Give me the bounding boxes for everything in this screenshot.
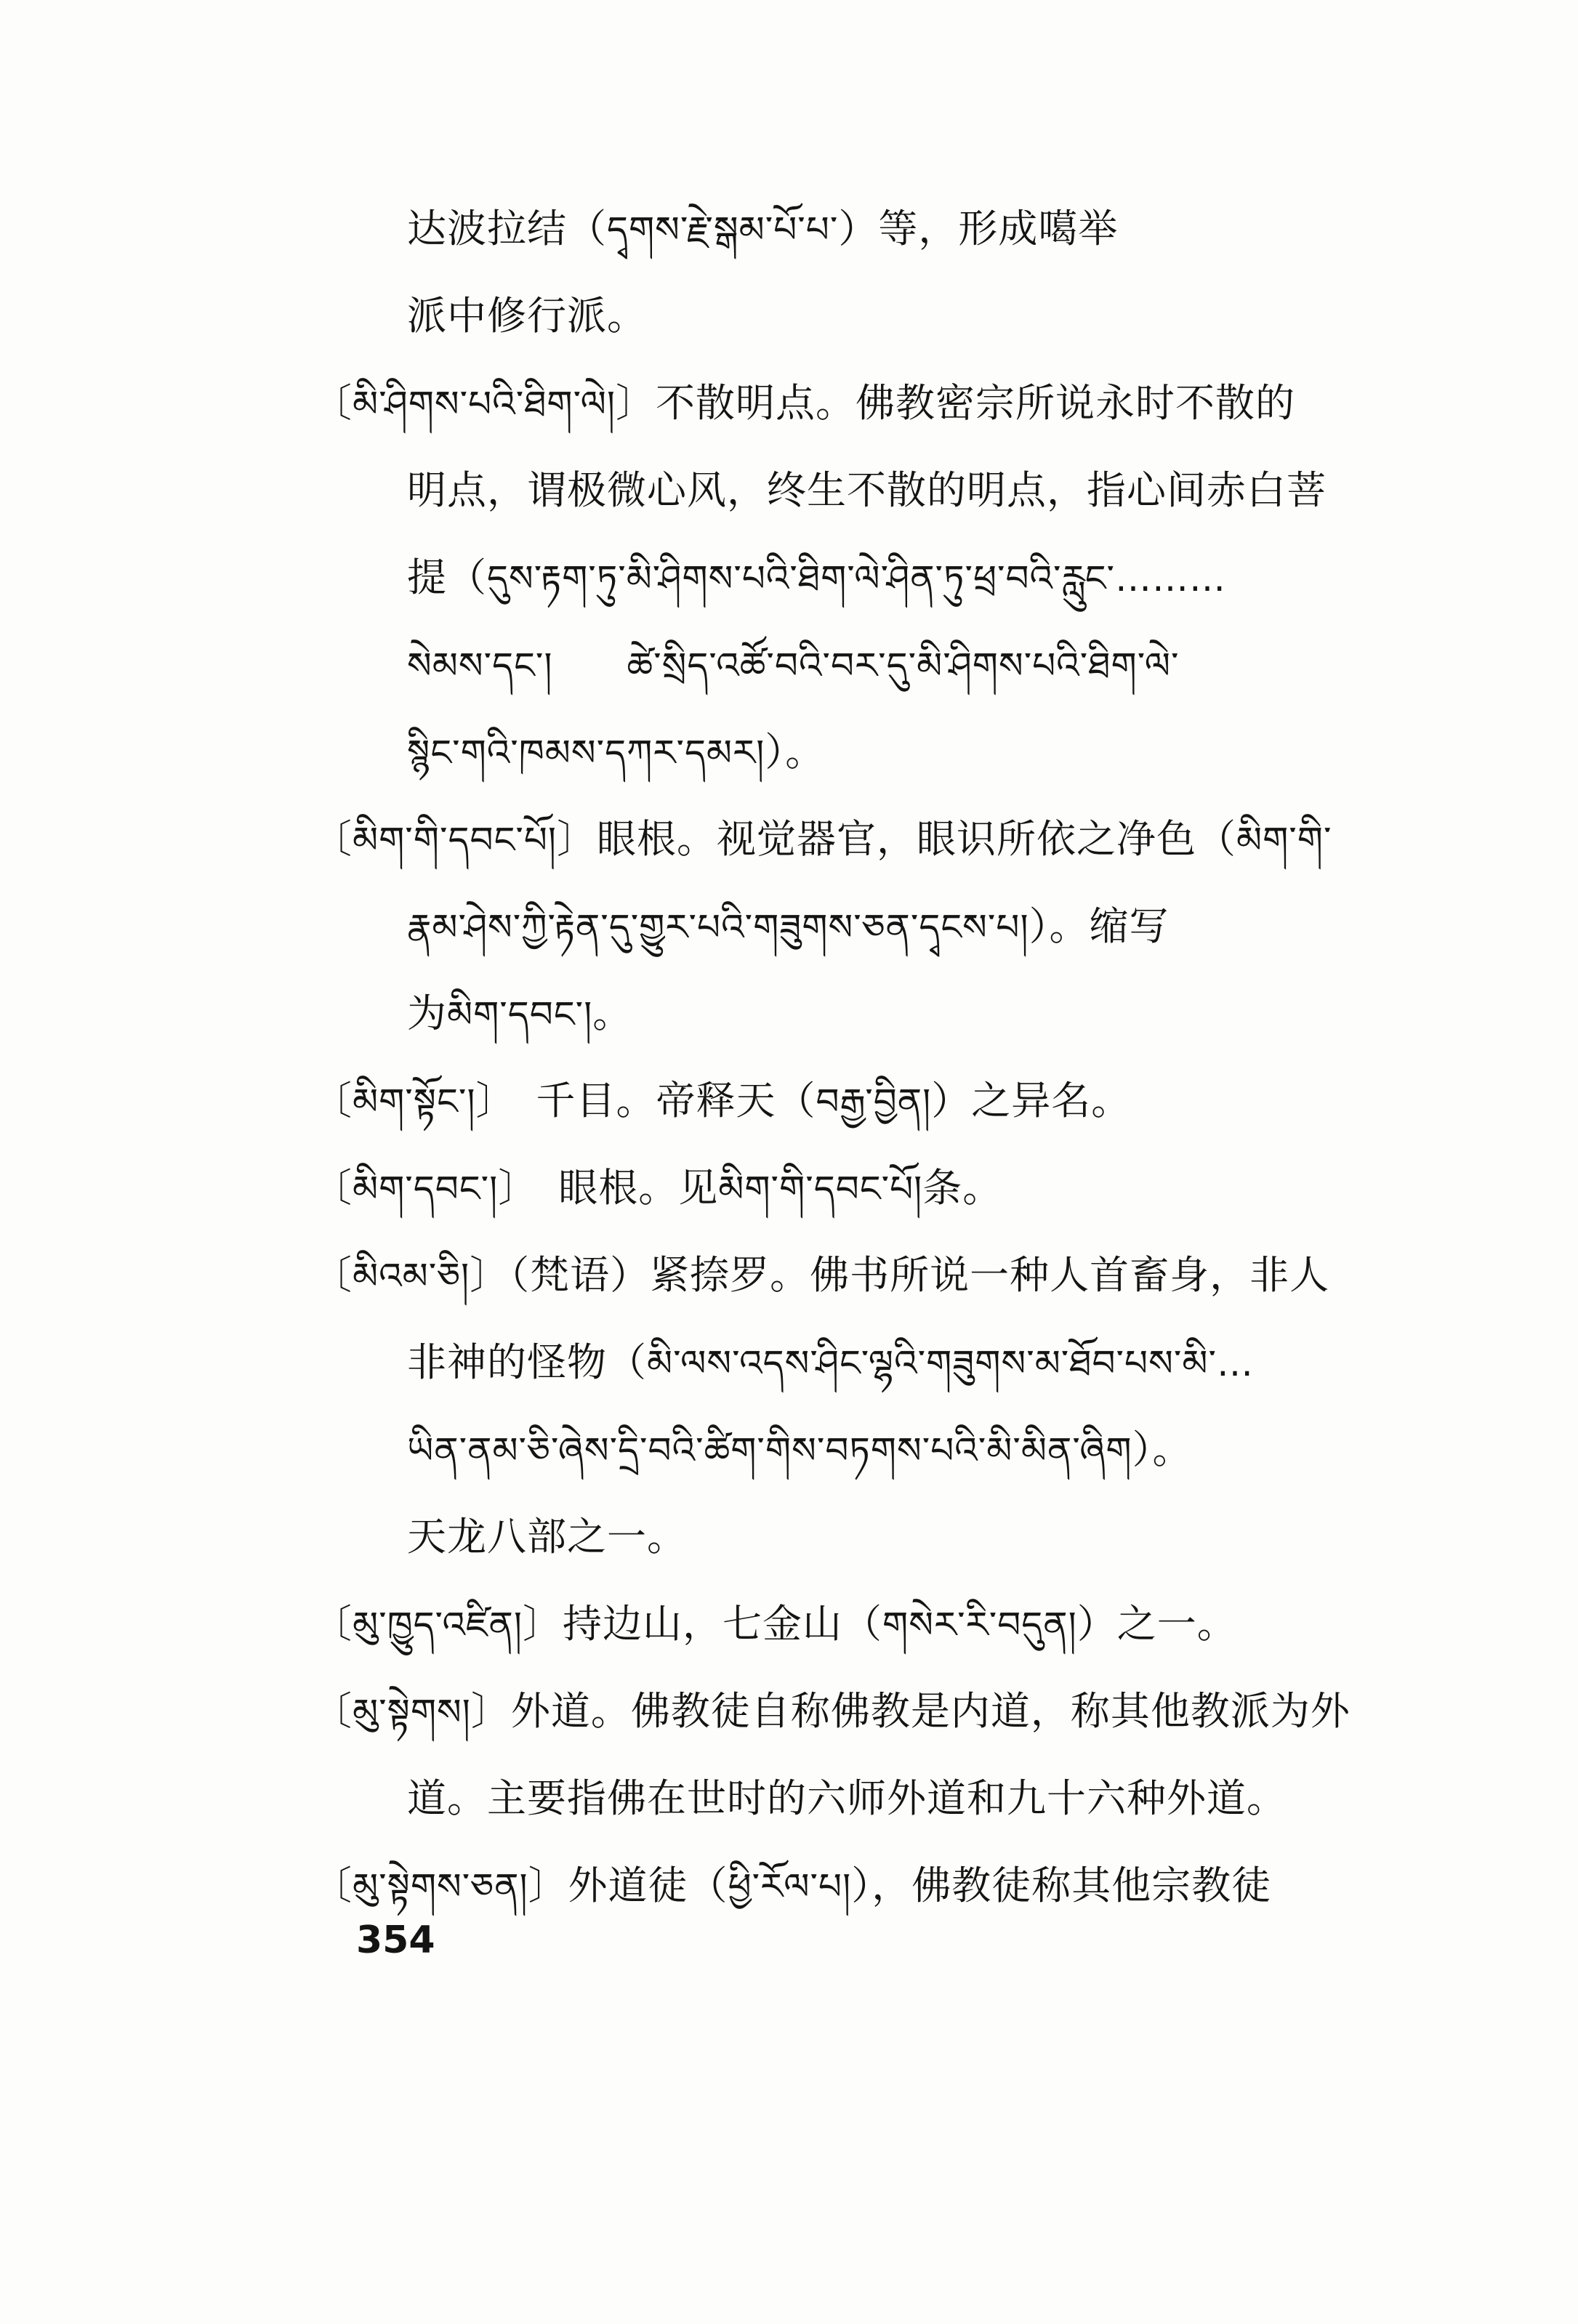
chinese-text: 〔 [313, 1601, 353, 1647]
tibetan-text: ཕྱི་རོལ་པ། [728, 1865, 852, 1908]
tibetan-text: མིག་དབང་། [353, 1168, 499, 1210]
tibetan-text: དྭགས་རྗེ་སྒམ་པོ་པ་ [607, 209, 839, 251]
tibetan-text: མུ་ཁྱུད་འཛིན། [353, 1604, 523, 1646]
chinese-text: 道。主要指佛在世时的六师外道和九十六种外道。 [407, 1775, 1287, 1821]
chinese-text: 条。 [922, 1165, 1003, 1211]
chinese-text: 〕眼根。视觉器官，眼识所依之净色（ [557, 816, 1236, 862]
continuation-line [407, 985, 632, 1044]
chinese-text: ），佛教徒称其他宗教徒 [851, 1863, 1272, 1908]
page-number: 354 [356, 1918, 435, 1962]
tibetan-text: སེམས་དང་། ཚེ་སྲིད་འཚོ་བའི་བར་དུ་མི་ཤིགས་པའི་ཐིག་ལེ་ [407, 645, 1180, 687]
chinese-text: 〔 [313, 1165, 353, 1211]
continuation-line [407, 1508, 687, 1566]
chinese-text: 〕 眼根。见 [498, 1165, 719, 1211]
chinese-text: 〕（梵语）紧捺罗。佛书所说一种人首畜身，非人 [470, 1252, 1330, 1298]
tibetan-text: མུ་སྟེགས། [353, 1691, 471, 1733]
chinese-text: 〔 [313, 1688, 353, 1734]
chinese-text: 为 [407, 990, 447, 1036]
dictionary-entry-line [313, 810, 1332, 869]
chinese-text: 非神的怪物（ [407, 1339, 647, 1385]
chinese-text: 〕外道徒（ [528, 1863, 728, 1908]
tibetan-text: གསེར་རི་བདུན། [882, 1604, 1077, 1646]
continuation-line [407, 549, 1226, 608]
chinese-text: 明点，谓极微心风，终生不散的明点，指心间赤白菩 [407, 467, 1327, 513]
tibetan-text: མིག་དབང་། [447, 993, 593, 1036]
tibetan-text: བརྒྱ་བྱིན། [816, 1081, 932, 1123]
chinese-text: 派中修行派。 [407, 293, 647, 339]
tibetan-text: ཡིན་ནམ་ཅི་ཞེས་དྲི་བའི་ཚིག་གིས་བཏགས་པའི་མི་མིན་ཞིག [407, 1429, 1132, 1472]
chinese-text: 〕外道。佛教徒自称佛教是内道，称其他教派为外 [470, 1688, 1350, 1734]
chinese-text: ）之异名。 [931, 1078, 1132, 1123]
chinese-text: 〕持边山，七金山（ [523, 1601, 882, 1647]
chinese-text: 提（ [407, 554, 487, 600]
continuation-line [407, 461, 1327, 520]
chinese-text: 天龙八部之一。 [407, 1514, 687, 1560]
chinese-text: 〕 千目。帝释天（ [475, 1078, 816, 1123]
tibetan-text: མིག་སྟོང་། [353, 1081, 476, 1123]
dictionary-entry-line [313, 1159, 1002, 1218]
dictionary-entry-line [313, 374, 1295, 433]
chinese-text: ）。缩写 [1028, 903, 1170, 949]
continuation-line [407, 287, 647, 345]
tibetan-text: སྙིང་གའི་ཁམས་དཀར་དམར། [407, 732, 765, 774]
chinese-text: ）。 [765, 729, 826, 775]
chinese-text: 。 [592, 990, 633, 1036]
chinese-text: 〔 [313, 816, 353, 862]
tibetan-text: མི་ལས་འདས་ཤིང་ལྷའི་གཟུགས་མ་ཐོབ་པས་མི་… [647, 1342, 1254, 1384]
dictionary-entry-line [313, 1682, 1350, 1741]
continuation-line [407, 723, 825, 782]
tibetan-text: མིག་གི་དབང་པོ། [718, 1168, 923, 1210]
chinese-text: ）之一。 [1076, 1601, 1237, 1647]
chinese-text: 〔 [313, 1078, 353, 1123]
dictionary-entry-line [313, 1857, 1271, 1916]
continuation-line [407, 200, 1118, 259]
chinese-text: 〔 [313, 1252, 353, 1298]
dictionary-entry-line [313, 1595, 1237, 1654]
tibetan-text: མིག་གི་དབང་པོ། [353, 819, 557, 861]
chinese-text: 〕不散明点。佛教密宗所说永时不散的 [616, 380, 1295, 426]
tibetan-text: རྣམ་ཤེས་ཀྱི་རྟེན་དུ་གྱུར་པའི་གཟུགས་ཅན་དྭངས་པ། [407, 906, 1029, 948]
tibetan-text: མིག་གི་ [1236, 819, 1332, 861]
continuation-line [407, 1421, 1193, 1480]
chinese-text: ）等，形成噶举 [838, 206, 1119, 251]
tibetan-text: མི་ཤིགས་པའི་ཐིག་ལེ། [353, 383, 616, 425]
continuation-line [407, 1334, 1254, 1392]
continuation-line [407, 1770, 1287, 1828]
dictionary-entry-line [313, 1072, 1131, 1131]
continuation-line [407, 636, 1180, 695]
tibetan-text: དུས་རྟག་ཏུ་མི་ཤིགས་པའི་ཐིག་ལེ་ཤིན་ཏུ་ཕྲ་བའི་རླུང་……… [487, 557, 1226, 600]
tibetan-text: མུ་སྟེགས་ཅན། [353, 1865, 528, 1908]
continuation-line [407, 897, 1170, 956]
tibetan-text: མིའམ་ཅི། [353, 1255, 470, 1297]
chinese-text: 达波拉结（ [407, 206, 607, 251]
dictionary-entry-line [313, 1246, 1329, 1305]
chinese-text: 〔 [313, 1863, 353, 1908]
chinese-text: ）。 [1132, 1427, 1193, 1472]
chinese-text: 〔 [313, 380, 353, 426]
